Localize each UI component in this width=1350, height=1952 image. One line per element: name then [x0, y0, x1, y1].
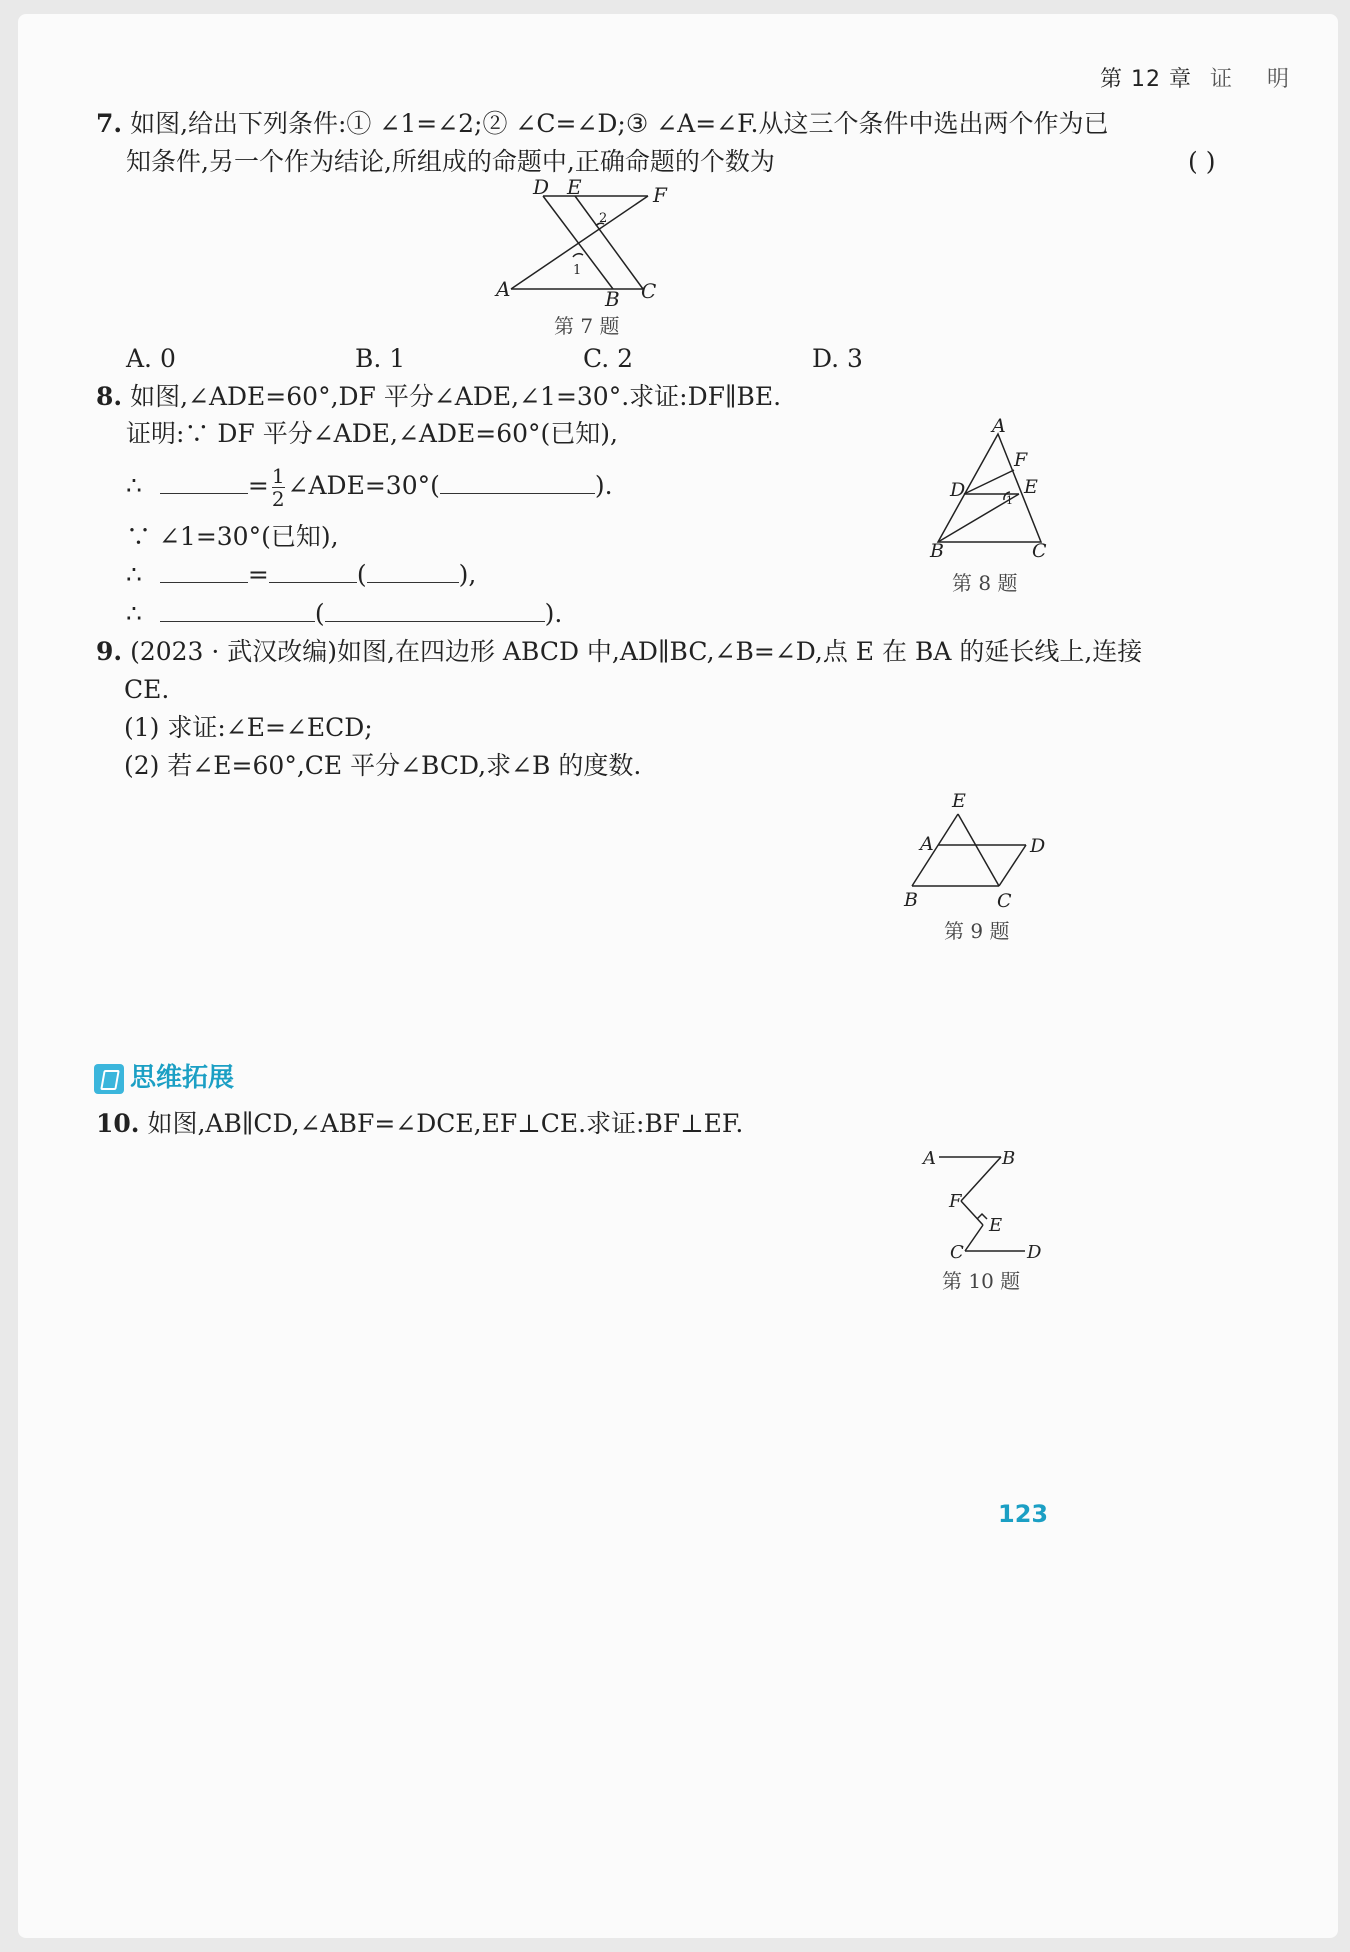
q8-proof-line4	[126, 559, 476, 591]
q10-stem-line	[96, 1108, 743, 1140]
q8-step1-end: ).	[594, 471, 613, 500]
q7-label-E: E	[567, 175, 582, 199]
q9-text-line1: (2023 · 武汉改编)如图,在四边形 ABCD 中,AD∥BC,∠B=∠D,点 E 在 BA 的延长线上,连接	[130, 637, 1143, 666]
blank-field[interactable]	[160, 560, 248, 583]
q8-proof-line5	[126, 598, 562, 630]
q8-label-E: E	[1024, 476, 1038, 498]
q7-option-d: D. 3	[812, 344, 863, 373]
q10-label-A: A	[923, 1148, 936, 1169]
q7-caption: 第 7 题	[554, 314, 620, 338]
q9-part1: (1) 求证:∠E=∠ECD;	[124, 713, 373, 742]
q7-option-b: B. 1	[355, 344, 406, 373]
q8-caption: 第 8 题	[952, 571, 1018, 595]
blank-field[interactable]	[160, 599, 315, 622]
therefore-symbol: ∴	[126, 599, 142, 628]
q7-text-line2: 知条件,另一个作为结论,所组成的命题中,正确命题的个数为	[126, 147, 775, 176]
q9-label-B: B	[904, 889, 918, 911]
because-symbol: ∵	[126, 522, 152, 551]
equals-sign: =	[247, 560, 269, 589]
q8-proof-line3	[126, 521, 339, 553]
q7-label-B: B	[605, 287, 620, 309]
q8-proof-line1: 证明:∵ DF 平分∠ADE,∠ADE=60°(已知),	[126, 419, 618, 448]
q10-label-F: F	[949, 1191, 962, 1212]
q10-label-B: B	[1002, 1148, 1016, 1169]
q9-part2: (2) 若∠E=60°,CE 平分∠BCD,求∠B 的度数.	[124, 751, 642, 780]
q7-option-c: C. 2	[583, 344, 634, 373]
q7-label-angle2: 2	[599, 211, 608, 226]
q8-label-D: D	[950, 479, 966, 501]
q7-label-C: C	[641, 279, 657, 303]
workbook-page	[18, 14, 1338, 1938]
q10-label-E: E	[989, 1215, 1003, 1236]
therefore-symbol: ∴	[126, 560, 142, 589]
q7-answer-paren: ( )	[1188, 147, 1216, 176]
open-paren: (	[356, 560, 367, 589]
q8-label-A: A	[992, 415, 1006, 437]
open-paren: (	[314, 599, 325, 628]
q7-label-F: F	[653, 183, 667, 207]
q9-number: 9.	[96, 637, 123, 666]
q8-step4-end: ).	[544, 599, 563, 628]
q7-label-angle1: 1	[573, 263, 582, 278]
section-header	[94, 1057, 234, 1094]
q8-number: 8.	[96, 382, 123, 411]
reason-blank-field[interactable]	[367, 560, 459, 583]
q7-line1	[96, 108, 1109, 140]
q9-caption: 第 9 题	[944, 919, 1010, 943]
fraction-denominator: 2	[271, 487, 285, 511]
q10-stem: 如图,AB∥CD,∠ABF=∠DCE,EF⊥CE.求证:BF⊥EF.	[147, 1109, 744, 1138]
q9-figure	[898, 784, 1048, 914]
q8-step3-end: ),	[458, 560, 477, 589]
equals-sign: =	[247, 471, 269, 500]
q8-label-F: F	[1014, 449, 1028, 471]
q9-label-E: E	[952, 790, 966, 812]
q7-label-A: A	[496, 277, 511, 301]
q7-label-D: D	[533, 175, 550, 199]
chapter-title: 证 明	[1209, 67, 1303, 92]
q8-step2-text: ∠1=30°(已知),	[158, 522, 339, 551]
q7-text-line1: 如图,给出下列条件:① ∠1=∠2;② ∠C=∠D;③ ∠A=∠F.从这三个条件中选出两个作为已	[130, 109, 1109, 138]
q8-figure	[918, 414, 1058, 562]
q9-text-line2: CE.	[124, 675, 170, 704]
page-number: 123	[998, 1500, 1049, 1528]
q9-label-C: C	[997, 890, 1012, 912]
therefore-symbol: ∴	[126, 471, 142, 500]
q8-stem-line	[96, 381, 781, 413]
q10-number: 10.	[96, 1109, 140, 1138]
q7-number: 7.	[96, 109, 123, 138]
q10-label-D: D	[1027, 1242, 1042, 1263]
q9-label-A: A	[920, 833, 934, 855]
blank-field[interactable]	[160, 471, 248, 494]
q8-step1-text: ∠ADE=30°(	[287, 471, 440, 500]
q9-line1	[96, 636, 1142, 668]
chapter-header	[1100, 62, 1303, 93]
chapter-number: 第 12 章	[1100, 67, 1192, 92]
q8-proof-line2	[126, 461, 613, 511]
q8-stem: 如图,∠ADE=60°,DF 平分∠ADE,∠1=30°.求证:DF∥BE.	[130, 382, 782, 411]
q7-figure	[493, 174, 693, 309]
section-title: 思维拓展	[130, 1063, 235, 1093]
q10-caption: 第 10 题	[942, 1269, 1021, 1293]
blank-field[interactable]	[269, 560, 357, 583]
q8-label-B: B	[930, 540, 944, 562]
q10-figure	[913, 1139, 1053, 1269]
reason-blank-field[interactable]	[325, 599, 545, 622]
reason-blank-field[interactable]	[440, 471, 595, 494]
q7-option-a: A. 0	[126, 344, 176, 373]
q8-label-C: C	[1032, 540, 1047, 562]
notebook-icon	[94, 1064, 124, 1094]
fraction-half	[272, 465, 285, 510]
q9-label-D: D	[1030, 835, 1046, 857]
fraction-numerator: 1	[271, 464, 285, 488]
q10-label-C: C	[950, 1242, 964, 1263]
q8-label-angle1: 1	[1006, 494, 1013, 507]
